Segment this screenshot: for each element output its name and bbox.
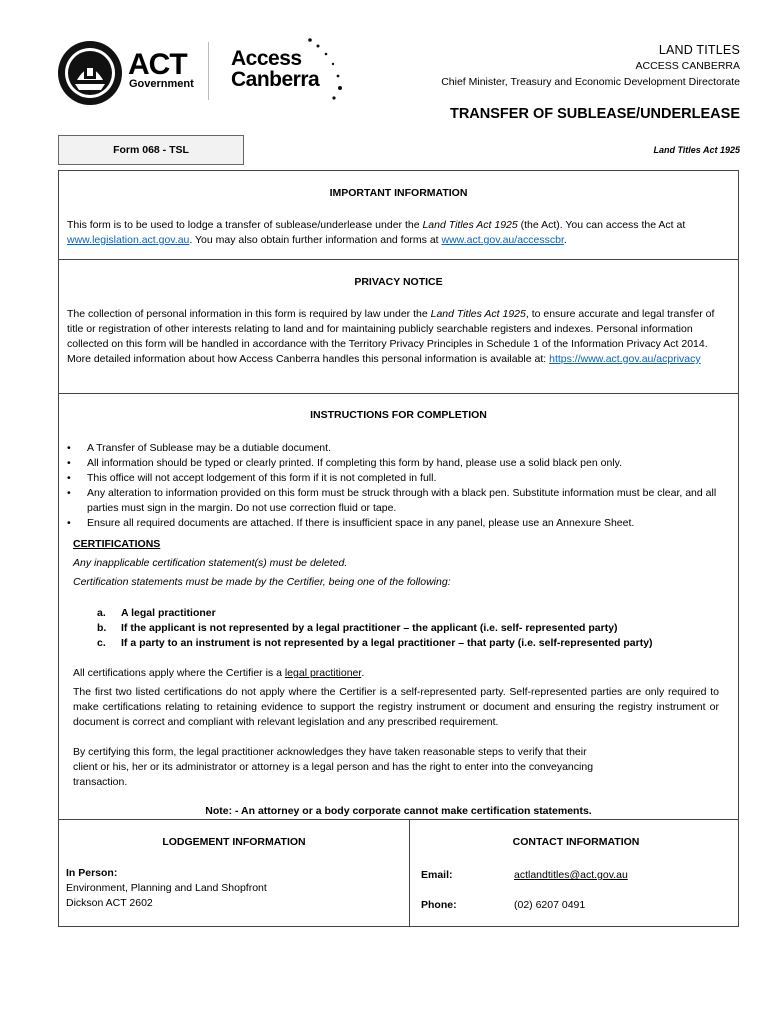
option-text: If a party to an instrument is not represented by a legal practitioner – that party (i.e. self-represented party) [121, 637, 653, 649]
instructions-list [65, 441, 733, 531]
shopfront-address-line2: Dickson ACT 2602 [66, 897, 153, 909]
logo-divider [208, 42, 209, 100]
certifier-options-list [97, 606, 653, 651]
section-divider [59, 259, 738, 260]
by-certifying-text [73, 745, 719, 790]
list-item: • Any alteration to information provided on this form must be struck through with a black pen. Substitute information must be clear, and all parties must sign in the margin. Do not use correction fluid or tape. [65, 486, 733, 516]
act-logo-subtext: Government [129, 78, 194, 90]
legislation-link[interactable]: www.legislation.act.gov.au [67, 234, 190, 246]
option-text: A legal practitioner [121, 607, 216, 619]
option-text: If the applicant is not represented by a legal practitioner – the applicant (i.e. self- represented party) [121, 622, 618, 634]
ac-logo-line2: Canberra [231, 68, 320, 91]
privacy-notice-title: PRIVACY NOTICE [354, 276, 443, 288]
act-reference: Land Titles Act 1925 [653, 145, 740, 155]
section-divider [59, 819, 738, 820]
all-apply-text: All certifications apply where the Certifier is a [73, 667, 285, 679]
lodgement-info-title: LODGEMENT INFORMATION [162, 836, 306, 848]
act-logo-text: ACT [128, 48, 187, 81]
privacy-text-part: The collection of personal information in this form is required by law under the [67, 308, 431, 320]
form-number-box: Form 068 - TSL [58, 135, 244, 165]
in-person-label: In Person: [66, 867, 118, 879]
form-title: TRANSFER OF SUBLEASE/UNDERLEASE [449, 106, 740, 122]
land-titles-heading: LAND TITLES [658, 43, 740, 57]
option-label: b. [97, 622, 107, 634]
by-certifying-line: By certifying this form, the legal practitioner acknowledges they have taken reasonable steps to verify that their [73, 746, 587, 758]
certifications-note-deleted: Any inapplicable certification statement(s) must be deleted. [73, 557, 348, 569]
instructions-title: INSTRUCTIONS FOR COMPLETION [310, 409, 487, 421]
section-divider [59, 393, 738, 394]
list-item: • A Transfer of Sublease may be a dutiable document. [65, 441, 733, 456]
important-info-title: IMPORTANT INFORMATION [329, 187, 468, 199]
list-item: • Ensure all required documents are attached. If there is insufficient space in any panel, please use an Annexure Sheet. [65, 516, 733, 531]
list-item [97, 621, 653, 636]
certifications-note-certifier: Certification statements must be made by the Certifier, being one of the following: [73, 576, 451, 588]
all-apply-text: . [361, 667, 365, 679]
privacy-text-part: , to ensure accurate and legal transfer of title or registration of other interests relating to land and for maintaining publicly searchable registers and indexes. Personal information collected on this form will be handled in accordance with the Territory Privacy Principles in Schedule 1 of the Information Privacy Act 2014. More detailed information about how Access Canberra handles this personal information is available at: [67, 308, 715, 365]
directorate-heading: Chief Minister, Treasury and Economic Development Directorate [441, 76, 740, 88]
by-certifying-line: transaction. [73, 776, 128, 788]
list-item: • All information should be typed or clearly printed. If completing this form by hand, please use a solid black pen only. [65, 456, 733, 471]
accesscbr-link[interactable]: www.act.gov.au/accesscbr [441, 234, 564, 246]
important-text-part: This form is to be used to lodge a transfer of sublease/underlease under the [67, 219, 423, 231]
all-certifications-text [73, 666, 719, 681]
important-text-part: (the Act). You can access the Act at [517, 219, 686, 231]
certifications-heading: CERTIFICATIONS [73, 538, 161, 550]
option-label: c. [97, 637, 106, 649]
contact-info-title: CONTACT INFORMATION [512, 836, 640, 848]
first-two-certifications-text: The first two listed certifications do not apply where the Certifier is a self-represented party. Self-represented parties are only required to make certifications relating to retaining evidence to support the registry instrument or document and ensuring the registry instrument or document is correct and compliant with relevant legislation and any prescribed requirement. [73, 686, 719, 728]
shopfront-address-line1: Environment, Planning and Land Shopfront [66, 882, 267, 894]
legal-practitioner-underlined: legal practitioner [284, 667, 362, 679]
privacy-notice-text [67, 307, 731, 367]
important-info-text [67, 218, 731, 248]
list-item: • This office will not accept lodgement of this form if it is not completed in full. [65, 471, 733, 486]
column-divider [409, 819, 410, 927]
option-label: a. [97, 607, 106, 619]
access-canberra-heading: ACCESS CANBERRA [635, 60, 740, 72]
form-main-panel [58, 170, 739, 927]
list-item [97, 606, 653, 621]
certification-note: Note: - An attorney or a body corporate cannot make certification statements. [205, 805, 592, 817]
list-item [97, 636, 653, 651]
privacy-link[interactable]: https://www.act.gov.au/acprivacy [549, 353, 701, 365]
email-link[interactable]: actlandtitles@act.gov.au [514, 869, 628, 881]
act-name-italic: Land Titles Act 1925 [422, 219, 518, 231]
act-crest-logo [57, 40, 123, 106]
document-header [0, 0, 770, 140]
important-text-part: . You may also obtain further information and forms at [189, 234, 442, 246]
act-name-italic: Land Titles Act 1925 [430, 308, 526, 320]
email-label: Email: [421, 869, 453, 881]
ac-logo-line1: Access [231, 47, 302, 70]
phone-value: (02) 6207 0491 [514, 899, 586, 911]
important-text-part: . [563, 234, 567, 246]
access-canberra-dots-icon [300, 36, 350, 106]
by-certifying-line: client or his, her or its administrator or attorney is a legal person and has the right to enter into the conveyancing [73, 761, 594, 773]
phone-label: Phone: [421, 899, 457, 911]
